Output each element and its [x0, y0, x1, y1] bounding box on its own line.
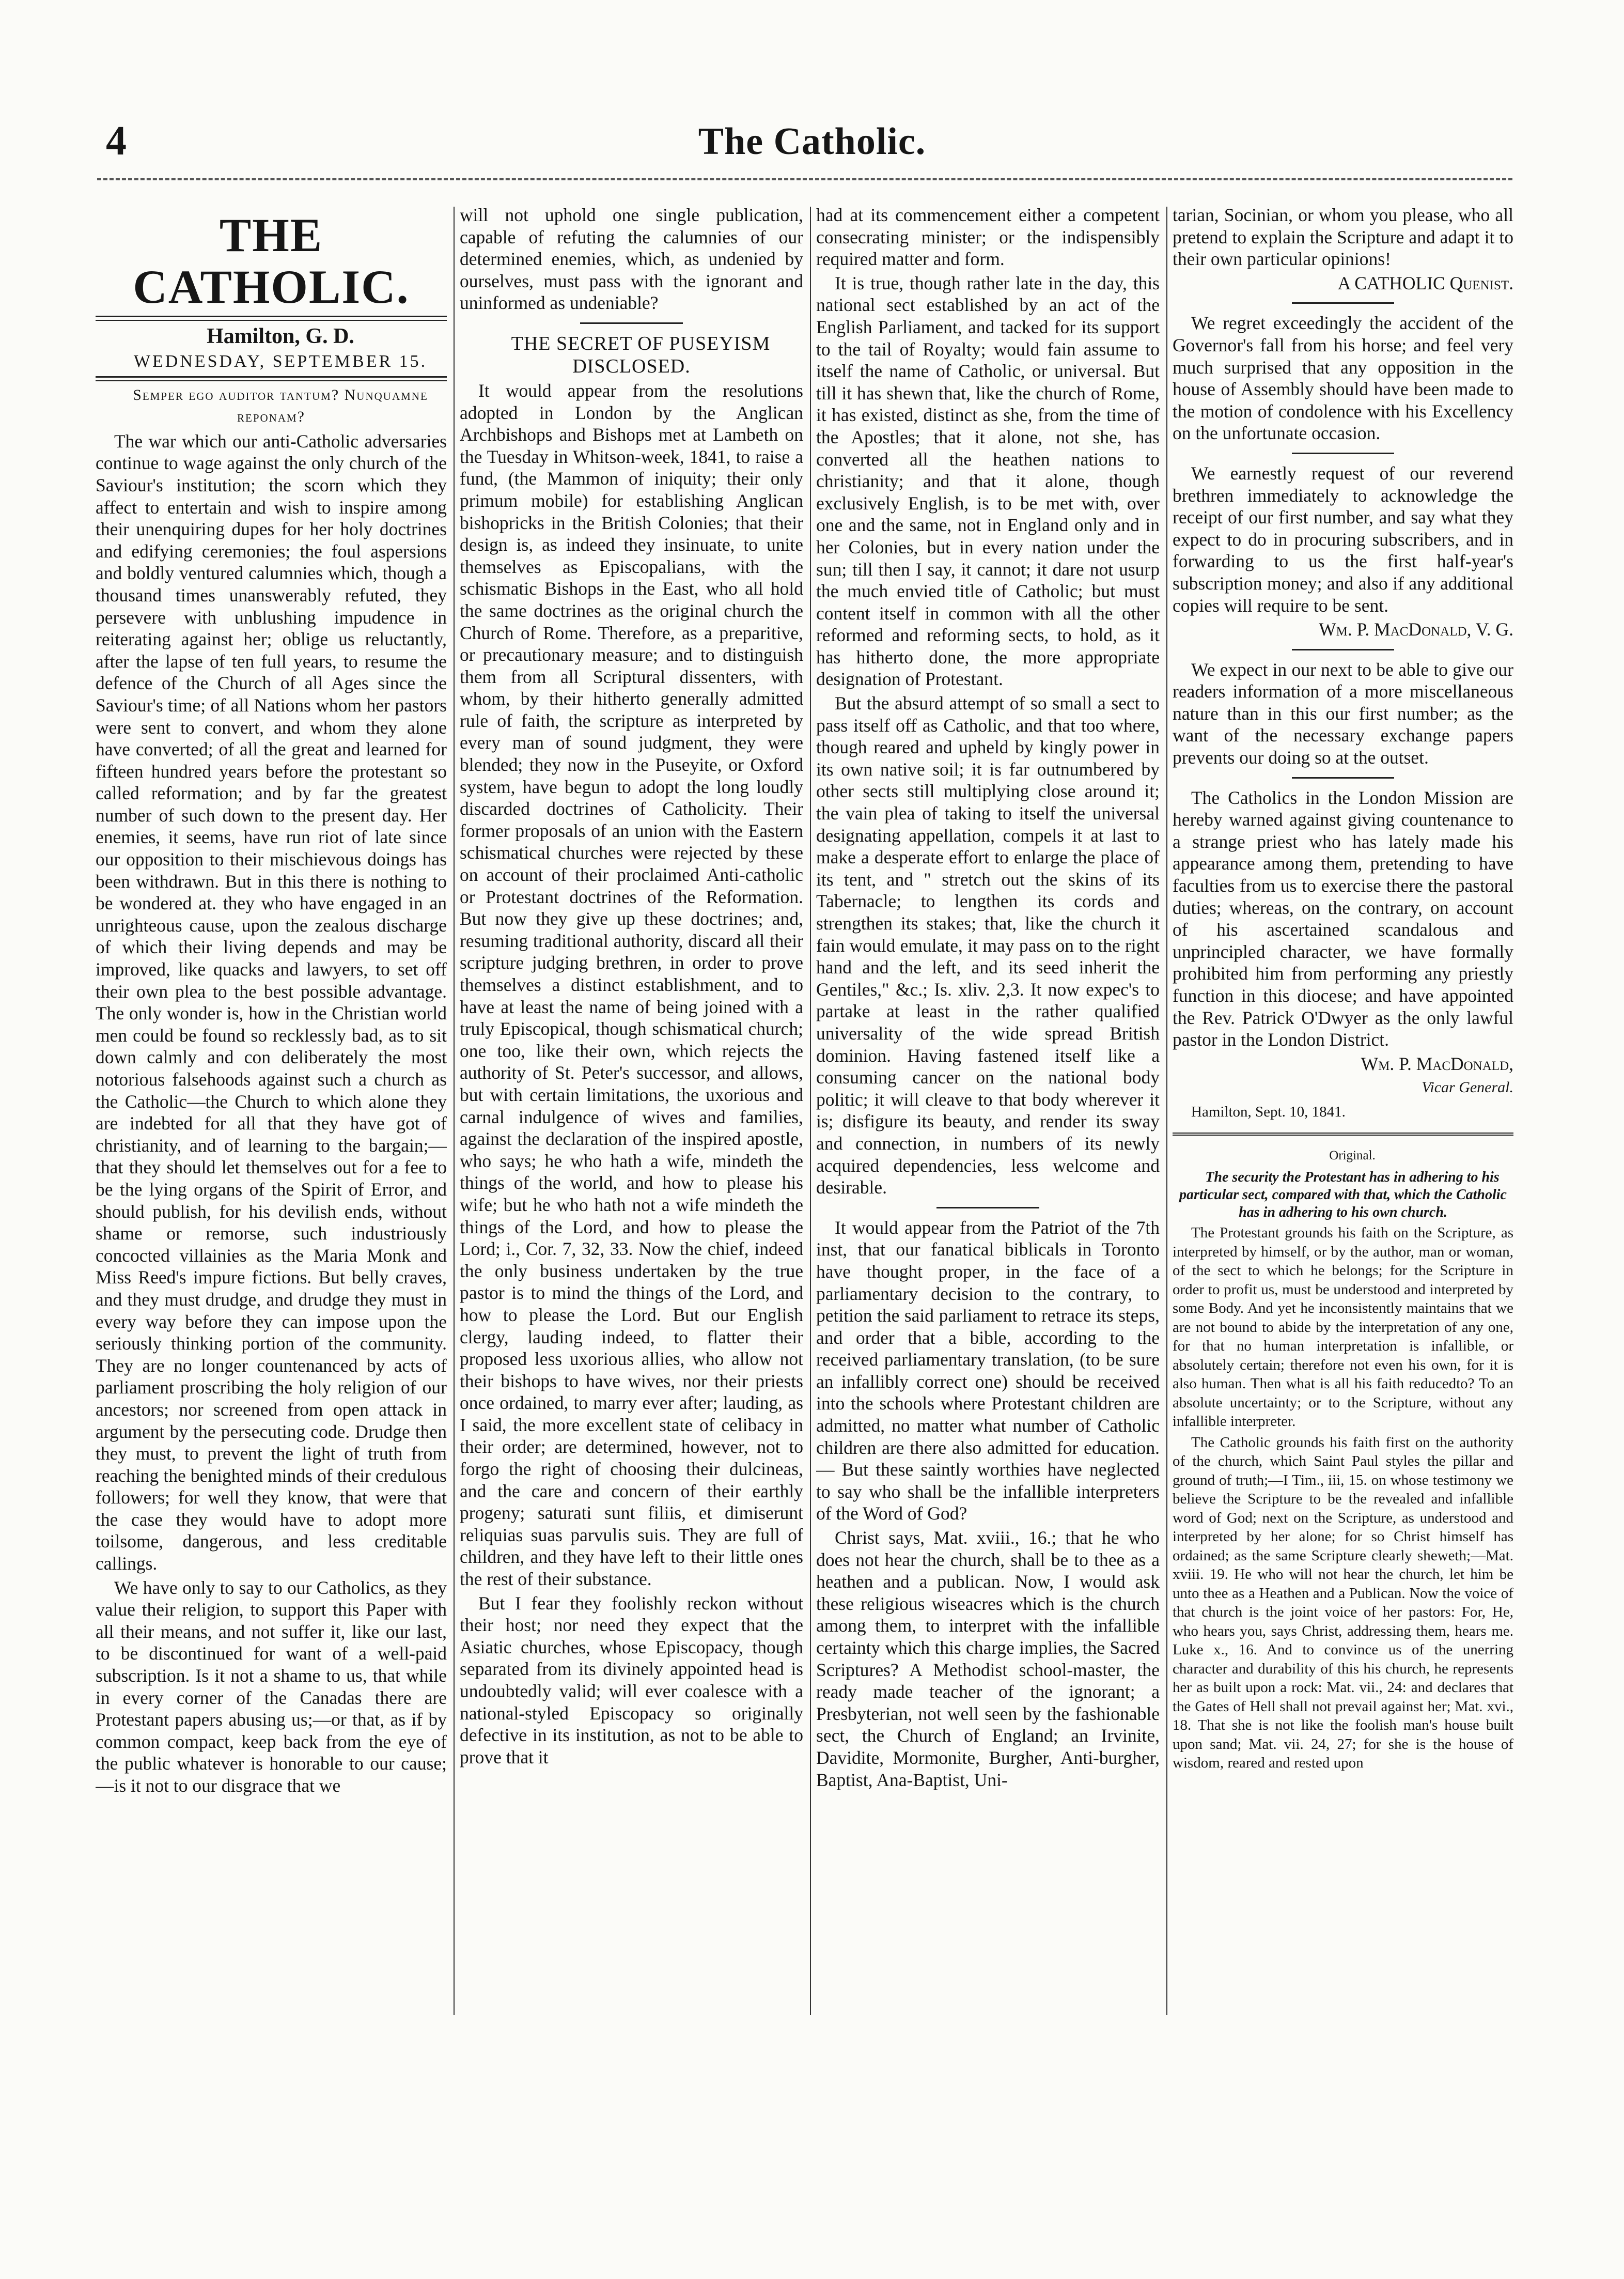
editorial-paragraph: We have only to say to our Catholics, as they value their religion, to support this Paper with all their means, and not suffer it, like our last, to be discontinued for want of a well-paid subscription. Is it not a shame to us, that while in every corner of the Canadas there are Protestant papers abusing us;—or that, as if by common compact, keep back from the eye of the public whatever is honorable to our cause;—is it not to our disgrace that we [96, 1577, 447, 1796]
article-paragraph: But I fear they foolishly reckon without their host; nor need they expect that the Asiatic churches, whose Episcopacy, though separated from its divinely appointed head is undoubtedly valid; will ever coalesce with a national-styled Episcopacy so originally defective in its institution, as not to be able to prove that it [460, 1592, 803, 1768]
article-paragraph: But the absurd attempt of so small a sect to pass itself off as Catholic, and that too where, though reared and upheld by kingly power in its own native soil; it is far outnumbered by other sects still multiplying close around it; the vain plea of taking to itself the universal designating appellation, compels it at last to make a desperate effort to enlarge the place of its tent, and " stretch out the skins of its Tabernacle; to lengthen its cords and strengthen its stakes; that, like the church it fain would emulate, it may pass on to the right hand and the left, and its seed inherit the Gentiles," &c.; Is. xliv. 2,3. It now expec's to partake at least in the rather qualified universality of the wide spread British dominion. Having fastened itself like a consuming cancer on the national body politic; it will cleave to that body wherever it is; disfigure its beauty, and render its sway and connection, in numbers of its newly acquired dependencies, less welcome and desirable. [816, 693, 1160, 1198]
article-heading: THE SECRET OF PUSEYISM DISCLOSED. [511, 332, 771, 377]
column-1 [96, 204, 447, 2033]
column-3 [816, 204, 1160, 2033]
section-rule [1173, 1133, 1513, 1136]
article-paragraph: It would appear from the resolutions adopted in London by the Anglican Archbishops and Bishops met at Lambeth on the Tuesday in Whitson-week, 1841, to raise a fund, (the Mammon of iniquity; their only primum mobile) for establishing Anglican bishopricks in the British Colonies; that their design is, as indeed they insinuate, to unite themselves as Episcopalians, with the schismatic Bishops in the East, who all hold the same doctrines as the original church the Church of Rome. Therefore, as a preparitive, or precautionary measure; and to distinguish them from all Scriptural dissenters, with whom, by their hitherto generally admitted rule of faith, the scripture as interpreted by every man of sound judgment, they were blended; they now in the Puseyite, or Oxford system, have begun to adopt the long loudly discarded doctrines of Catholicity. Their former proposals of an union with the Eastern schismatical churches were rejected by these on account of their proclaimed Anti-catholic or Protestant doctrines of the Reformation. But now they give up these doctrines; and, resuming traditional authority, discard all their scripture judging brethren, in order to prove themselves a distinct establishment, and to have at least the name of being joined with a truly Episcopical, though schismatical church; one too, like their own, which rejects the authority of St. Peter's successor, and allows, but with certain limitations, the uxorious and carnal indulgence of wives and families, against the declaration of the inspired apostle, who says; he who hath a wife, mindeth the things of the world, and how to please his wife; but he who hath not a wife mindeth the things of the Lord, and how to please the Lord; i., Cor. 7, 32, 33. Now the chief, indeed the only business undertaken by the true pastor is to mind the things of the Lord, and how to please the Lord. But our English clergy, lauding indeed, to flatter their proposed less uxorious allies, who allow not their bishops to have wives, nor their priests once ordained, to marry ever after; lauding, as I said, the more excellent state of celibacy in their order; are determined, however, not to forgo the right of choosing their dulcineas, and the care and concern of their earthly progeny; saturati sunt filiis, et dimiserunt reliquias suas parvulis suis. They are full of children, and they have left to their little ones the rest of their substance. [460, 380, 803, 1590]
editorial-motto: Semper ego auditor tantum? Nunquamne reponam? [133, 386, 428, 426]
article-paragraph: had at its commencement either a competent consecrating minister; or the indispensibly required matter and form. [816, 205, 1160, 270]
column-2 [460, 204, 803, 2033]
notice-separator [1292, 777, 1394, 779]
running-title: The Catholic. [698, 120, 926, 163]
notice-separator [1292, 302, 1394, 304]
notice-separator [1292, 453, 1394, 454]
dateline-date: WEDNESDAY, SEPTEMBER 15. [133, 352, 428, 371]
notice-paragraph: The Catholics in the London Mission are hereby warned against giving countenance to a strange priest who has lately made his appearance among them, pretending to have faculties from us to exercise there the pastoral duties; whereas, on the contrary, on account of his ascertained scandalous and unprincipled character, we have formally prohibited him from performing any priestly function in this diocese; and have appointed the Rev. Patrick O'Dwyer as the only lawful pastor in the London District. [1173, 787, 1513, 1050]
original-subhead: The security the Protestant has in adhering to his particular sect, compared with that, which the Catholic has in adhering to his own church. [1179, 1169, 1507, 1221]
notice-paragraph: We earnestly request of our reverend brethren immediately to acknowledge the receipt of our first number, and say what they expect to do in procuring subscribers, and in forwarding to us the first half-year's subscription money; and also if any additional copies will require to be sent. [1173, 462, 1513, 616]
notice-signature: Wm. P. MacDonald, V. G. [1319, 619, 1513, 640]
notice-signature-title: Vicar General. [1422, 1079, 1513, 1096]
original-paragraph: The Catholic grounds his faith first on the authority of the church, which Saint Paul styles the pillar and ground of truth;—I Tim., iii, 15. on whose testimony we believe the Scripture to be the revealed and infallible word of God; next on the Scripture, as understood and interpreted by her alone; for so Christ himself has ordained; as the same Scripture clearly sheweth;—Mat. xviii. 19. He who will not hear the church, let him be unto thee as a Heathen and a Publican. Now the voice of that church is the joint voice of her pastors: For, He, who hears you, says Christ, addressing them, hears me. Luke x., 16. And to convince us of the unerring character and durability of this his church, he represents her as built upon a rock: Mat. vii., 24: and declares that the Gates of Hell shall not prevail against her; Mat. xvi., 18. That she is not like the foolish man's house built upon sand; Mat. vii. 24, 27; for she is the house of wisdom, reared and rested upon [1173, 1434, 1513, 1772]
notice-paragraph: We expect in our next to be able to give our readers information of a more miscellaneous nature than in this our first number; as the want of the necessary exchange papers prevents our doing so at the outset. [1173, 659, 1513, 768]
page-number: 4 [106, 118, 127, 164]
column-4 [1173, 204, 1513, 2033]
article-paragraph: It is true, though rather late in the day, this national sect established by an act of the English Parliament, and tacked for its support to the tail of Royalty; would fain assume to itself the name of Catholic, or universal. But till it has shewn that, like the church of Rome, it has existed, distinct as she, from the time of the Apostles; that it alone, not she, has converted all the heathen nations to christianity; and that it alone, though exclusively English, is to be met with, over one and the same, not in England only and in her Colonies, but in every nation under the sun; till then I say, it cannot; it dare not usurp the much envied title of Catholic; but must content itself in common with all the other reformed and reforming sects, to hold, as it has hitherto done, the more appropriate designation of Protestant. [816, 272, 1160, 690]
article-paragraph: will not uphold one single publication, capable of refuting the calumnies of our determined enemies, which, as undenied by ourselves, must pass with the ignorant and uninformed as undeniable? [460, 205, 803, 314]
notice-signature: A CATHOLIC Quenist. [1337, 272, 1513, 293]
notice-separator [1292, 649, 1394, 650]
editorial-paragraph: The war which our anti-Catholic adversaries continue to wage against the only church of the Saviour's institution; the scorn which they affect to entertain and wish to inspire among their unenquiring dupes for her holy doctrines and edifying ceremonies; the foul aspersions and boldly ventured calumnies which, though a thousand times unanswerably refuted, they persevere with unblushing impudence in reiterating against her; oblige us reluctantly, after the lapse of ten full years, to resume the defence of the Church of all Ages since the Saviour's time; of all Nations whom her pastors were sent to convert, and whom they alone have converted; of all the great and learned for fifteen hundred years before the protestant so called reformation; and by far the greatest number of such down to the present day. Her enemies, it seems, have run riot of late since our opposition to their mischievous doings has been withdrawn. But in this there is nothing to be wondered at. they who have engaged in an unrighteous cause, upon the zealous discharge of which their living depends and may be improved, like quacks and lawyers, to set off their own plea to the best possible advantage. The only wonder is, how in the Christian world men could be found so recklessly bad, as to sit down calmly and con deliberately the most notorious falsehoods against such a church as the Catholic—the Church to which alone they are indebted for all that they have got of christianity, and of learning to the bargain;—that they should let themselves out for a fee to be the lying organs of the Spirit of Error, and should publish, for his devilish ends, without shame or remorse, such industriously concocted villainies as the Maria Monk and Miss Reed's impure fictions. But belly craves, and they must drudge, and drudge they must in every way before they can impose upon the seriously thinking portion of the community. They are no longer countenanced by acts of parliament proscribing the holy religion of our ancestors; nor screened from open attack in argument by the persecuting code. Drudge then they must, to prevent the light of truth from reaching the benighted minds of their credulous followers; for well they know, that were that the case they would have to adopt more toilsome, dangerous, and less creditable callings. [96, 430, 447, 1574]
masthead: THE CATHOLIC. [133, 209, 410, 313]
notice-paragraph: We regret exceedingly the accident of the Governor's fall from his horse; and feel very much surprised that any opposition in the house of Assembly should have been made to the motion of condolence with his Excellency on the unfortunate occasion. [1173, 313, 1513, 444]
dateline-place: Hamilton, G. D. [207, 324, 354, 348]
notice-signature: Wm. P. MacDonald, [1361, 1053, 1513, 1074]
masthead-rule [96, 316, 447, 321]
header-rule [97, 178, 1512, 180]
article-separator [580, 322, 683, 324]
section-label: Original. [1329, 1148, 1376, 1162]
notice-dateline: Hamilton, Sept. 10, 1841. [1191, 1103, 1346, 1120]
notice-paragraph: tarian, Socinian, or whom you please, who all pretend to explain the Scripture and adapt it to their own particular opinions! [1173, 205, 1513, 270]
date-rule [96, 376, 447, 381]
column-divider [1166, 207, 1167, 2015]
article-paragraph: It would appear from the Patriot of the 7th inst, that our fanatical biblicals in Toronto have thought proper, in the face of a parliamentary decision to the contrary, to petition the said parliament to retrace its steps, and order that a bible, according to the received parliamentary translation, (to be sure an infallibly correct one) should be received into the schools where Protestant children are admitted, no matter what number of Catholic children are there also admitted for education.— But these saintly worthies have neglected to say who shall be the infallible interpreters of the Word of God? [816, 1217, 1160, 1524]
column-divider [810, 207, 811, 2015]
original-article [1173, 1223, 1513, 1773]
article-separator [936, 1207, 1040, 1208]
column-divider [454, 207, 455, 2015]
article-paragraph: Christ says, Mat. xviii., 16.; that he who does not hear the church, shall be to thee as a heathen and a publican. Now, I would ask these religious wiseacres which is the church among them, to interpret with the infallible certainty which this charge implies, the Sacred Scriptures? A Methodist school-master, the ready made teacher of the ignorant; a Presbyterian, not well seen by the fashionable sect, the Church of England; an Irvinite, Davidite, Mormonite, Burgher, Anti-burgher, Baptist, Ana-Baptist, Uni- [816, 1527, 1160, 1790]
original-paragraph: The Protestant grounds his faith on the Scripture, as interpreted by himself, or by the author, man or woman, of the sect to which he belongs; for the Scripture in order to profit us, must be understood and interpreted by some Body. And yet he inconsistently maintains that we are not bound to abide by the interpretation of any one, for that no human interpretation is infallible, or absolutely certain; therefore not even his own, for it is also human. Then what is all his faith reducedto? To an absolute uncertainty; or to the Scripture, without any infallible interpreter. [1173, 1224, 1513, 1430]
